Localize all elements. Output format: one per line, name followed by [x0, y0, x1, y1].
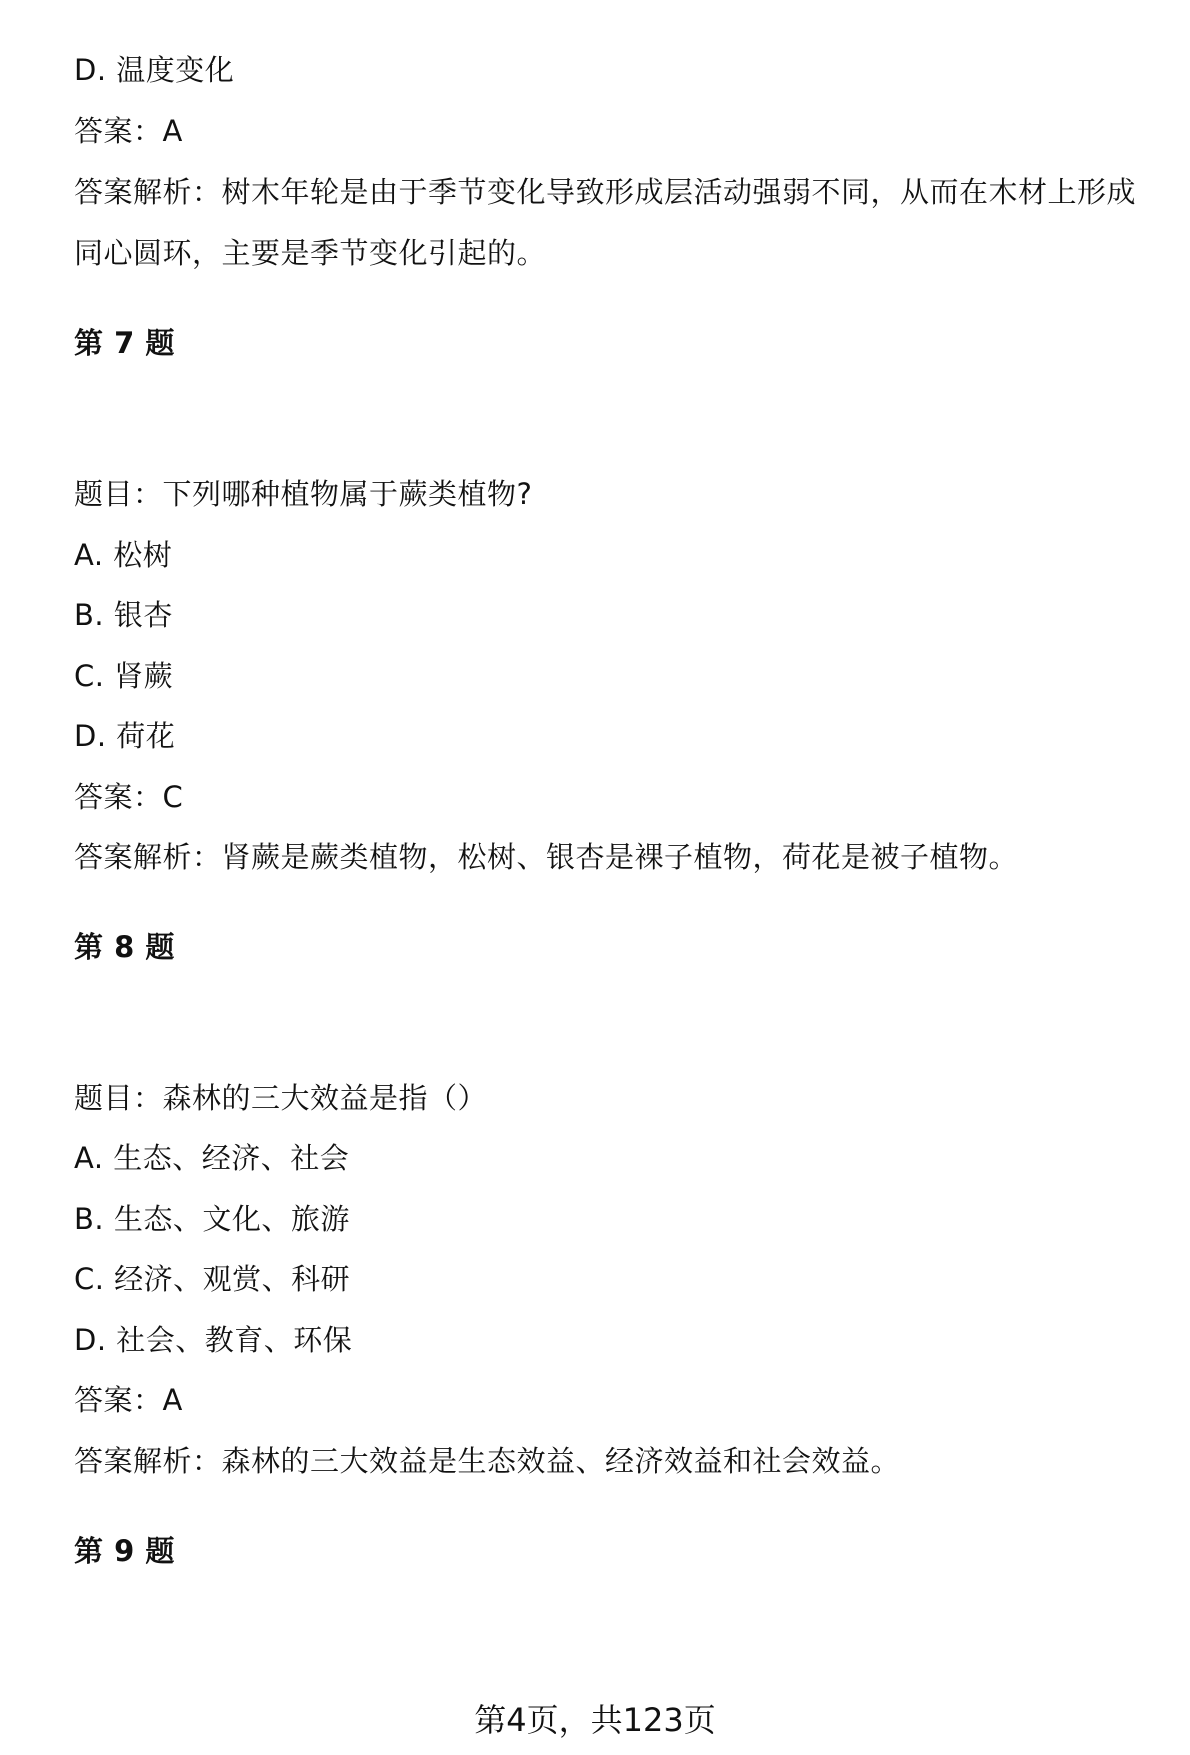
question-7-answer: 答案：C [74, 780, 184, 814]
question-7-heading: 第 7 题 [74, 326, 175, 360]
question-8-answer: 答案：A [74, 1383, 183, 1417]
page-footer: 第4页，共123页 [474, 1701, 716, 1739]
question-7-option-d: D. 荷花 [74, 719, 176, 753]
question-7-text: 题目：下列哪种植物属于蕨类植物? [74, 477, 533, 511]
question-8-option-d: D. 社会、教育、环保 [74, 1323, 353, 1357]
question-8-heading: 第 8 题 [74, 930, 175, 964]
question-8-option-b: B. 生态、文化、旅游 [74, 1202, 350, 1236]
question-8-analysis: 答案解析：森林的三大效益是生态效益、经济效益和社会效益。 [74, 1444, 901, 1478]
question-8-option-a: A. 生态、经济、社会 [74, 1141, 350, 1175]
prev-question-analysis-line1: 答案解析：树木年轮是由于季节变化导致形成层活动强弱不同，从而在木材上形成 [74, 175, 1137, 209]
question-7-option-a: A. 松树 [74, 538, 173, 572]
question-8-text: 题目：森林的三大效益是指（） [74, 1081, 488, 1115]
question-8-option-c: C. 经济、观赏、科研 [74, 1262, 351, 1296]
prev-question-option-d: D. 温度变化 [74, 53, 235, 87]
question-9-heading: 第 9 题 [74, 1534, 175, 1568]
prev-question-analysis-line2: 同心圆环，主要是季节变化引起的。 [74, 236, 547, 270]
question-7-analysis: 答案解析：肾蕨是蕨类植物，松树、银杏是裸子植物，荷花是被子植物。 [74, 840, 1019, 874]
prev-question-answer: 答案：A [74, 114, 183, 148]
question-7-option-b: B. 银杏 [74, 598, 173, 632]
question-7-option-c: C. 肾蕨 [74, 659, 174, 693]
